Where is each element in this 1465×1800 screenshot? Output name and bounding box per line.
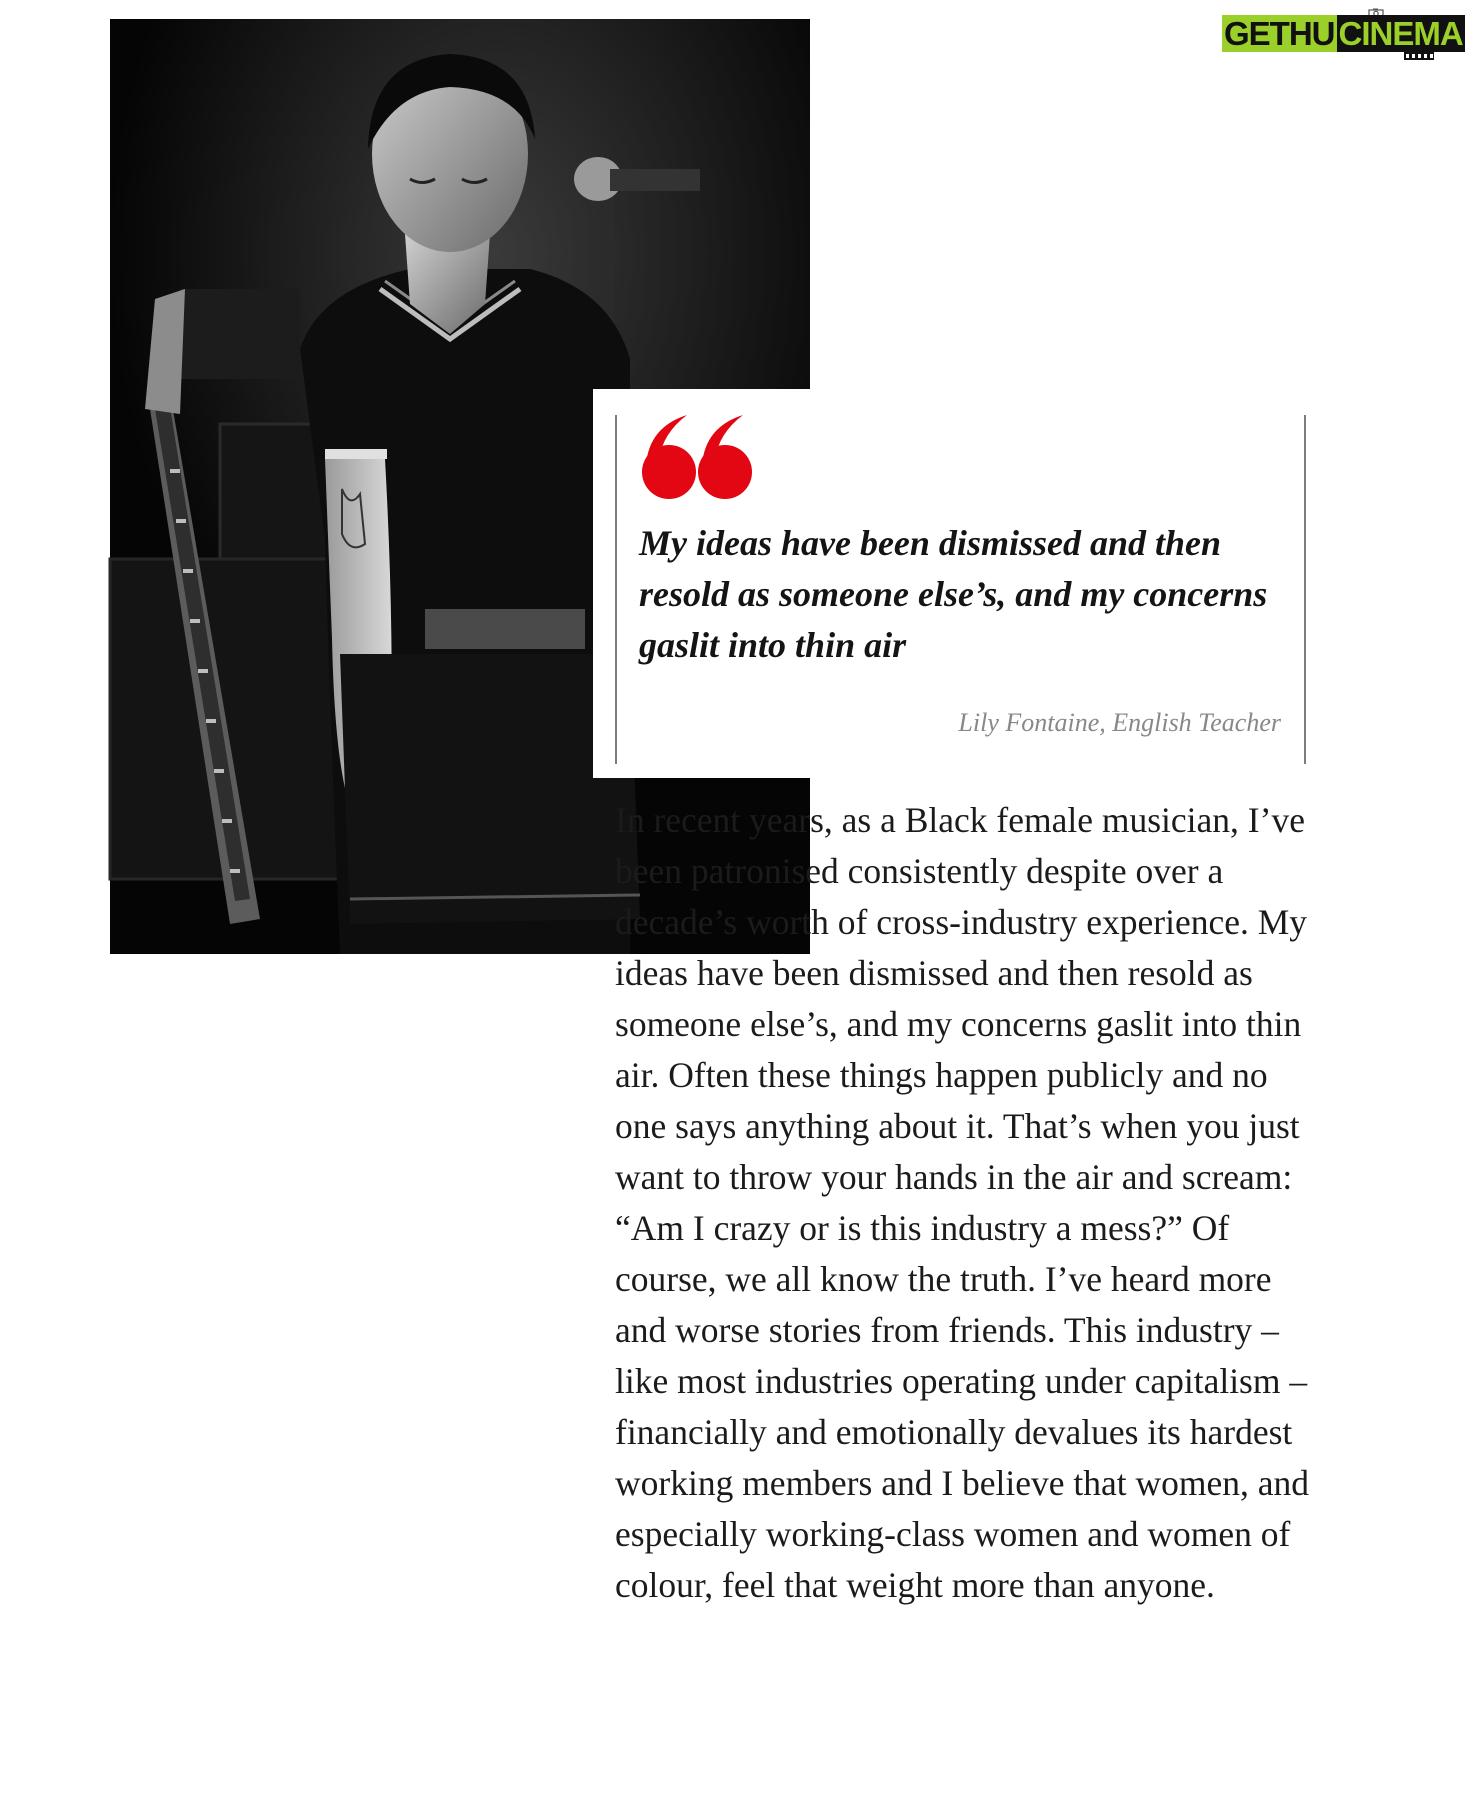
quote-text: My ideas have been dismissed and then resold as someone else’s, and my concerns gaslit into thin air xyxy=(639,523,1268,665)
film-strip-icon xyxy=(1404,52,1434,60)
watermark-text xyxy=(1222,16,1465,52)
watermark-logo xyxy=(1218,8,1463,64)
watermark-text-part2: CINEMA xyxy=(1338,15,1463,52)
quote-marks-icon xyxy=(639,411,757,503)
body-paragraph: In recent years, as a Black female musician, I’ve been patronised consistently despite over a decade’s worth of cross-industry experience. My ideas have been dismissed and then resold as someone else’s, and my concerns gaslit into thin air. Often these things happen publicly and no one says anything about it. That’s when you just want to throw your hands in the air and scream: “Am I crazy or is this industry a mess?” Of course, we all know the truth. I’ve heard more and worse stories from friends. This industry – like most industries operating under capitalism – financially and emotionally devalues its hardest working members and I believe that women, and especially working-class women and women of colour, feel that weight more than anyone. xyxy=(615,800,1310,1605)
watermark-text-part1: GETHU xyxy=(1224,15,1335,52)
pull-quote xyxy=(593,389,1337,778)
quote-rule-right xyxy=(1304,415,1306,764)
quote-rule-left xyxy=(615,415,617,764)
quote-attribution: Lily Fontaine, English Teacher xyxy=(958,708,1281,737)
